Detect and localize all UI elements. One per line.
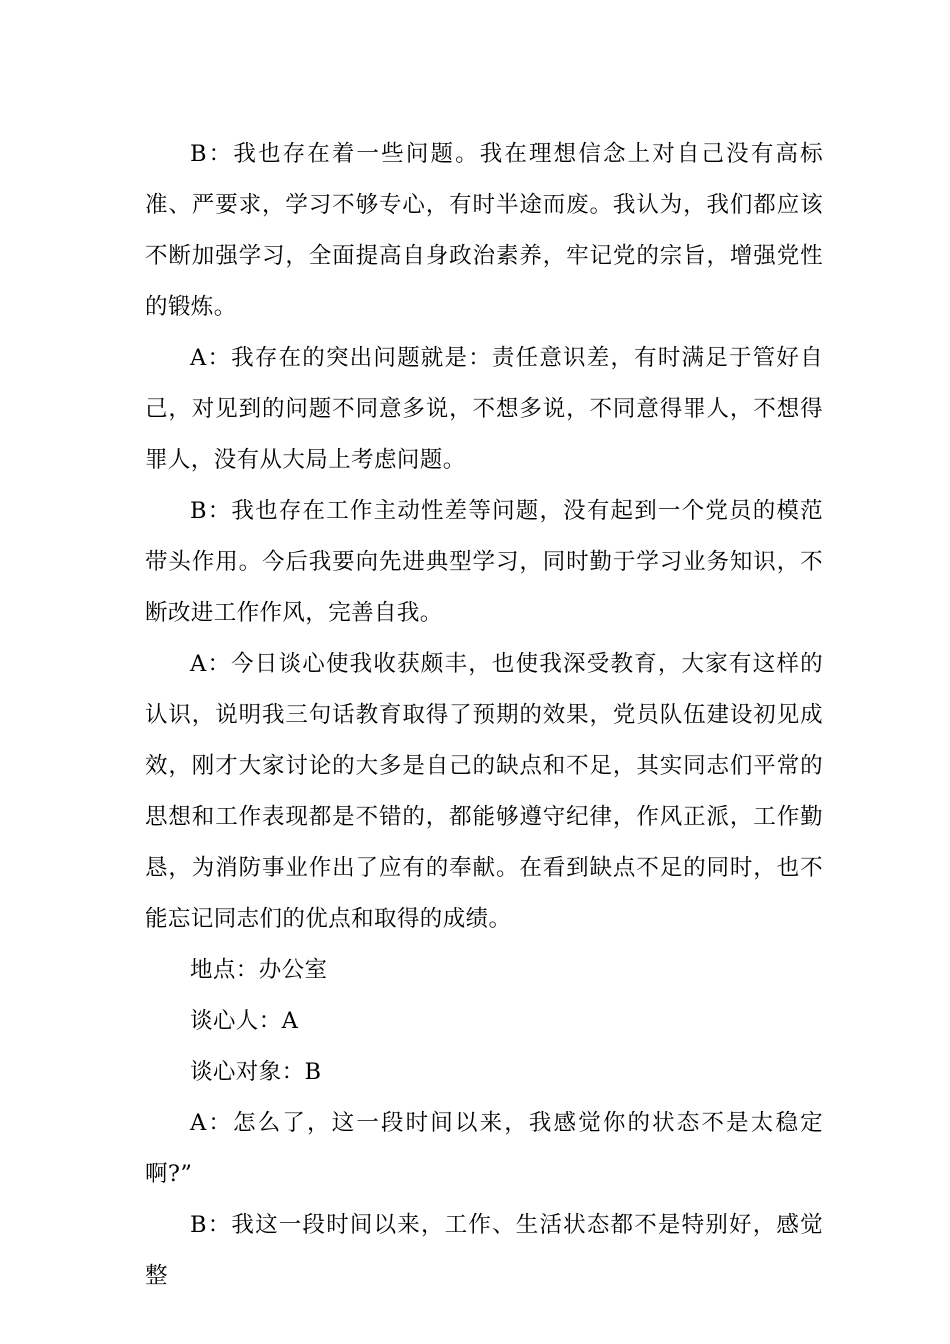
meta-speaker: 谈心人：A — [190, 1008, 299, 1034]
paragraph-b-initiative: B：我也存在工作主动性差等问题，没有起到一个党员的模范带头作用。今后我要向先进典型学习，同时勤于学习业务知识，不断改进工作作风，完善自我。 — [145, 498, 823, 626]
meta-location: 地点：办公室 — [190, 957, 328, 983]
meta-target: 谈心对象：B — [190, 1059, 322, 1085]
paragraph-a-responsibility: A：我存在的突出问题就是：责任意识差，有时满足于管好自己，对见到的问题不同意多说，不想多说，不同意得罪人，不想得罪人，没有从大局上考虑问题。 — [145, 345, 823, 473]
dialogue-b-answer: B：我这一段时间以来，工作、生活状态都不是特别好，感觉整 — [145, 1212, 823, 1289]
dialogue-a-question: A：怎么了，这一段时间以来，我感觉你的状态不是太稳定啊?” — [145, 1110, 823, 1187]
paragraph-b-self-criticism: B：我也存在着一些问题。我在理想信念上对自己没有高标准、严要求，学习不够专心，有时半途而废。我认为，我们都应该不断加强学习，全面提高自身政治素养，牢记党的宗旨，增强党性的锻炼。 — [145, 141, 823, 320]
paragraph-a-summary: A：今日谈心使我收获颇丰，也使我深受教育，大家有这样的认识，说明我三句话教育取得了预期的效果，党员队伍建设初见成效，刚才大家讨论的大多是自己的缺点和不足，其实同志们平常的思想和工作表现都是不错的，都能够遵守纪律，作风正派，工作勤恳，为消防事业作出了应有的奉献。在看到缺点不足的同时，也不能忘记同志们的优点和取得的成绩。 — [145, 651, 823, 932]
